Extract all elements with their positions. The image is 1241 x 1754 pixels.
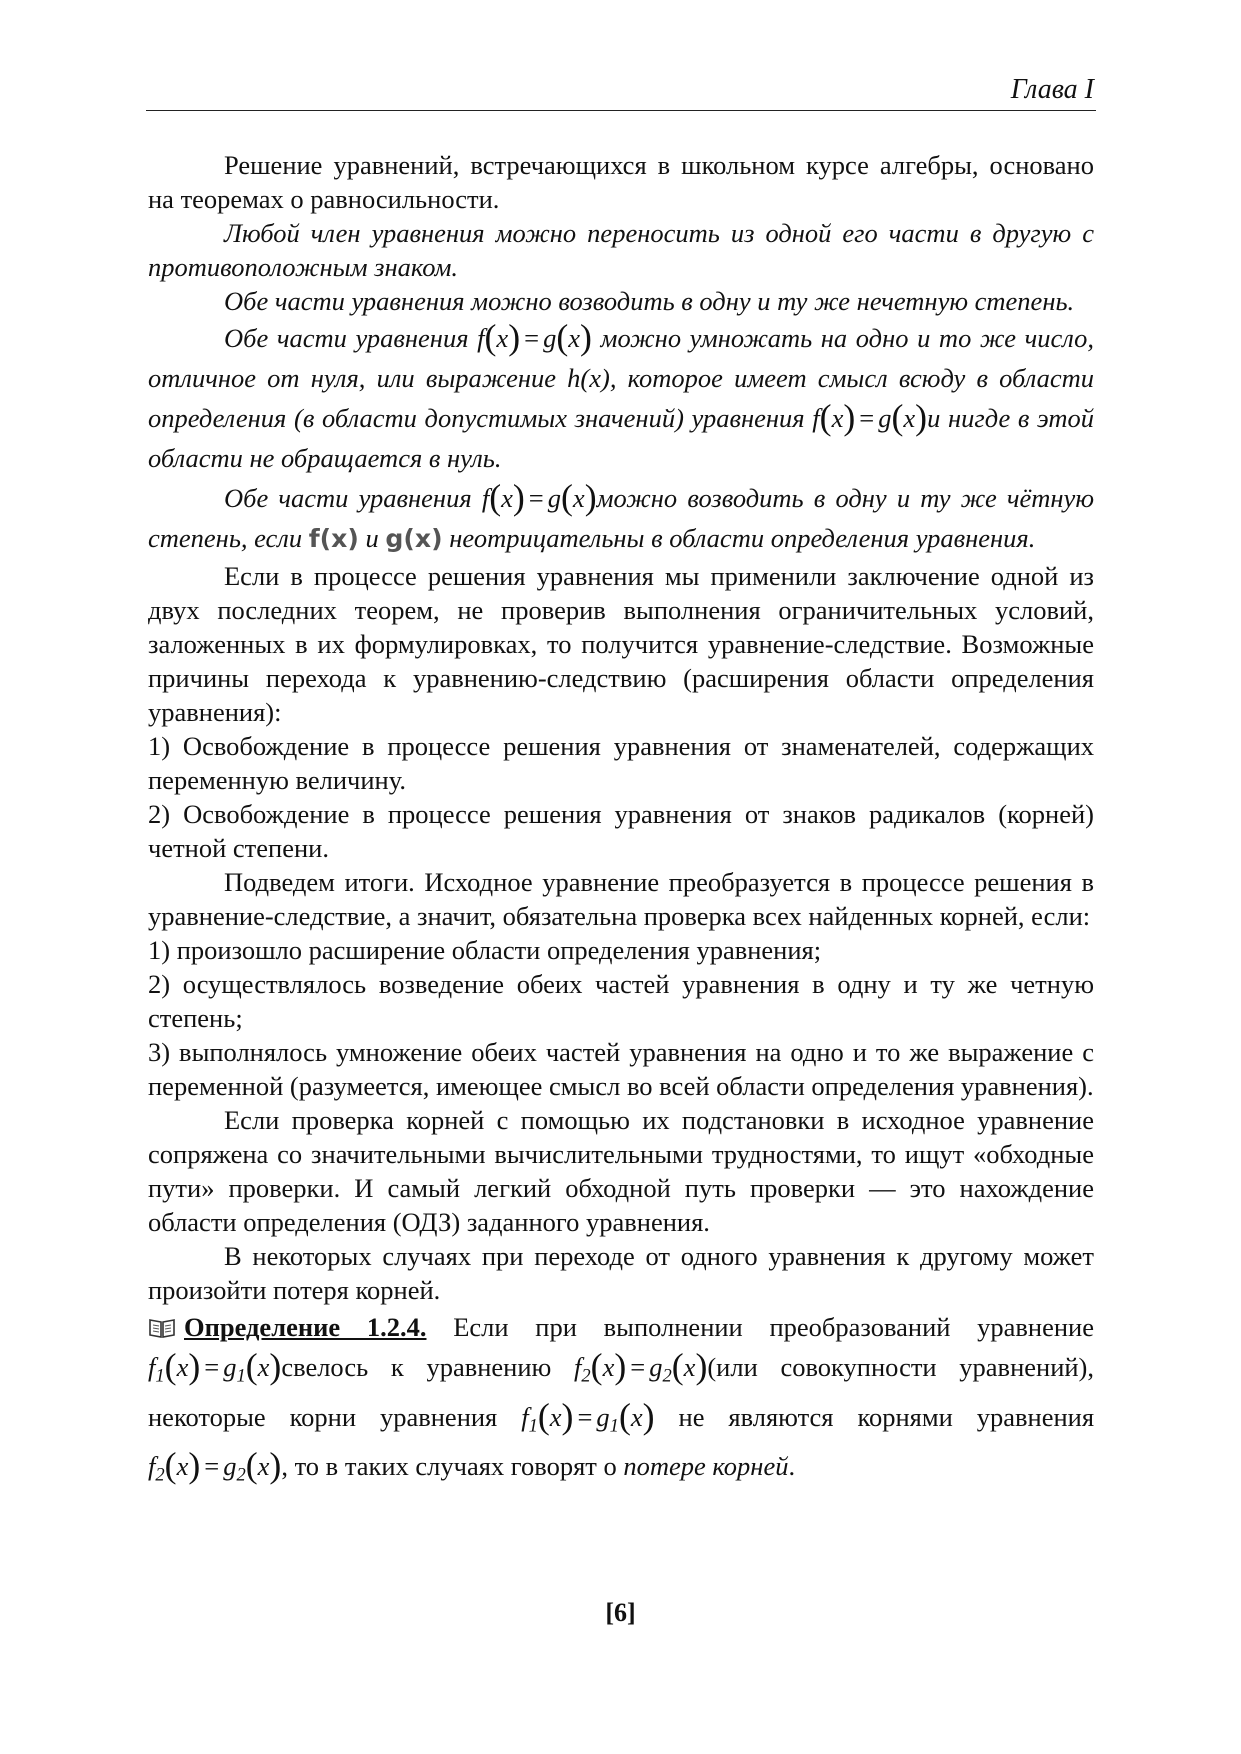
equation-f2-equals-g2: $f_2(x) = g_2(x)$ [574,1346,708,1387]
theorem-odd-power: Обе части уравнения можно возводить в одну и ту же нечетную степень. [224,286,1075,316]
definition-block [148,1307,1094,1496]
definition-term: потере корней [623,1451,789,1482]
theorem-multiply [148,318,1094,478]
definition-text-d: не являются корнями уравнения [678,1401,1095,1432]
running-head: Глава I [1010,74,1094,105]
paragraph-summary: Подведем итоги. Исходное уравнение преобразуется в процессе решения в уравнение-следствие, а значит, обязательна проверка всех найденных корней, если: [148,867,1094,931]
page-header [146,70,1096,111]
theorem-multiply-text-a: Обе части уравнения [224,323,469,353]
equation-f-equals-g: f(x) = g(x) [481,477,597,517]
page-body [148,148,1094,1496]
equation-f1-equals-g1: $f_1(x) = g_1(x)$ [521,1395,655,1437]
list-item: 3) выполнялось умножение обеих частей уравнения на одно и то же выражение с переменной (разумеется, имеющее смысл во всей области определения уравнения). [148,1037,1094,1101]
equation-f-equals-g: f(x) = g(x) [477,317,592,357]
definition-end: . [788,1451,796,1482]
book-icon [148,1310,176,1332]
list-item: 2) Освобождение в процессе решения уравнения от знаков радикалов (корней) четной степени. [148,799,1094,863]
paragraph-consequence: Если в процессе решения уравнения мы применили заключение одной из двух последних теорем, не проверив выполнения ограничительных условий, заложенных в их формулировках, то получится уравнение-следствие. Возможные причины перехода к уравнению-следствию (расширения области определения уравнения): [148,561,1094,727]
theorem-multiply-text-c: и нигде в этой области не обращается в нуль. [148,403,1094,473]
theorem-transfer: Любой член уравнения можно переносить из одной его части в другую с противоположным знаком. [148,218,1094,282]
theorem-even-text-b: можно возводить в одну и ту же чётную степень, если [148,483,1094,553]
paragraph-check: Если проверка корней с помощью их подстановки в исходное уравнение сопряжена со значительными вычислительными трудностями, то ищут «обходные пути» проверки. И самый легкий обходной путь проверки — это нахождение области определения (ОДЗ) заданного уравнения. [148,1105,1094,1237]
function-g-bold: g(x) [385,524,443,553]
definition-text-c: (или совокупности уравнений), некоторые корни уравнения [148,1352,1095,1432]
theorem-even-text-c: и [365,523,379,553]
function-f-bold: f(x) [308,524,359,553]
equation-f-equals-g: f(x) = g(x) [812,397,928,437]
list-item: 1) произошло расширение области определения уравнения; [148,935,822,965]
definition-label: Определение 1.2.4. [184,1312,427,1342]
theorem-even-text-a: Обе части уравнения [224,483,472,513]
paragraph-root-loss: В некоторых случаях при переходе от одного уравнения к другому может произойти потеря корней. [148,1241,1094,1305]
equation-f2-equals-g2: $f_2(x) = g_2(x)$ [148,1445,282,1486]
list-item: 1) Освобождение в процессе решения уравнения от знаменателей, содержащих переменную величину. [148,731,1094,795]
paragraph-intro: Решение уравнений, встречающихся в школьном курсе алгебры, основано на теоремах о равносильности. [148,150,1094,214]
equation-f1-equals-g1: $f_1(x) = g_1(x)$ [148,1346,282,1387]
definition-text-a: Если при выполнении преобразований уравнение [453,1312,1094,1342]
page-number: [6] [605,1598,636,1627]
theorem-multiply-text-b: можно умножать на одно и то же число, отличное от нуля, или выражение h(x), которое имеет смысл всюду в области определения (в области допустимых значений) уравнения [148,323,1094,433]
definition-text-e: , то в таких случаях говорят о [281,1451,617,1482]
theorem-even-power [148,478,1094,559]
theorem-even-text-d: неотрицательны в области определения уравнения. [449,523,1036,553]
definition-text-b: свелось к уравнению [281,1352,552,1382]
list-item: 2) осуществлялось возведение обеих частей уравнения в одну и ту же четную степень; [148,969,1094,1033]
